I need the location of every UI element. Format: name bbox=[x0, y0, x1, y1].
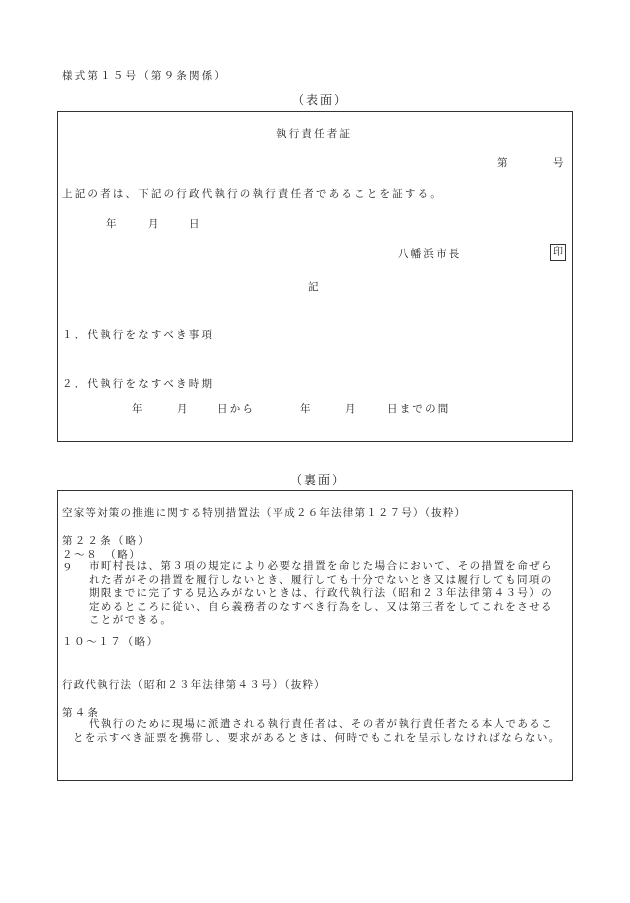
item-1: １．代執行をなすべき事項 bbox=[62, 329, 215, 341]
law2-title: 行政代執行法（昭和２３年法律第４３号）（抜粋） bbox=[62, 679, 326, 691]
period-year-1: 年 bbox=[132, 403, 143, 415]
issuer-name: 八幡浜市長 bbox=[398, 248, 462, 260]
seal-mark: 印 bbox=[550, 244, 566, 261]
ki-label: 記 bbox=[308, 281, 319, 293]
law1-para9-body: 市町村長は、第３項の規定により必要な措置を命じた場合において、その措置を命ぜられた者がその措置を履行しないとき、履行しても十分でないとき又は履行しても同項の期限までに完了する見込みがないときは、行政代執行法（昭和２３年法律第４３号）の定めるところに従い、自ら義務者のなすべき行為をし、又は第三者をしてこれをさせることができる。 bbox=[89, 560, 554, 626]
law1-tail: １０～１７（略） bbox=[62, 636, 159, 648]
law1-article: 第２２条（略） bbox=[62, 535, 151, 547]
date-month: 月 bbox=[148, 218, 159, 230]
period-year-2: 年 bbox=[300, 403, 311, 415]
item-2: ２．代執行をなすべき時期 bbox=[62, 378, 215, 390]
number-prefix: 第 bbox=[497, 157, 508, 169]
law1-range: ２～８ （略） bbox=[62, 549, 142, 561]
date-year: 年 bbox=[106, 218, 117, 230]
law1-para9-text bbox=[75, 560, 563, 628]
certify-text: 上記の者は、下記の行政代執行の執行責任者であることを証する。 bbox=[62, 188, 443, 200]
law1-title: 空家等対策の推進に関する特別措置法（平成２６年法律第１２７号）（抜粋） bbox=[62, 507, 467, 519]
number-suffix: 号 bbox=[553, 157, 564, 169]
back-heading: （裏面） bbox=[290, 473, 347, 487]
period-until: 日までの間 bbox=[387, 403, 451, 415]
certificate-title: 執行責任者証 bbox=[276, 128, 353, 140]
date-day: 日 bbox=[189, 218, 200, 230]
law2-text: 代執行のために現場に派遣される執行責任者は、その者が執行責任者たる本人であることを示すべき証票を携帯し、要求があるときは、何時でもこれを呈示しなければならない。 bbox=[73, 718, 561, 744]
period-month-1: 月 bbox=[177, 403, 188, 415]
front-heading: （表面） bbox=[292, 93, 349, 107]
law1-para9-number: ９ bbox=[62, 562, 73, 574]
form-number: 様式第１５号（第９条関係） bbox=[62, 70, 228, 82]
law2-article: 第４条 bbox=[62, 707, 101, 719]
period-month-2: 月 bbox=[345, 403, 356, 415]
period-from: 日から bbox=[217, 403, 256, 415]
front-certificate-box bbox=[57, 111, 573, 442]
